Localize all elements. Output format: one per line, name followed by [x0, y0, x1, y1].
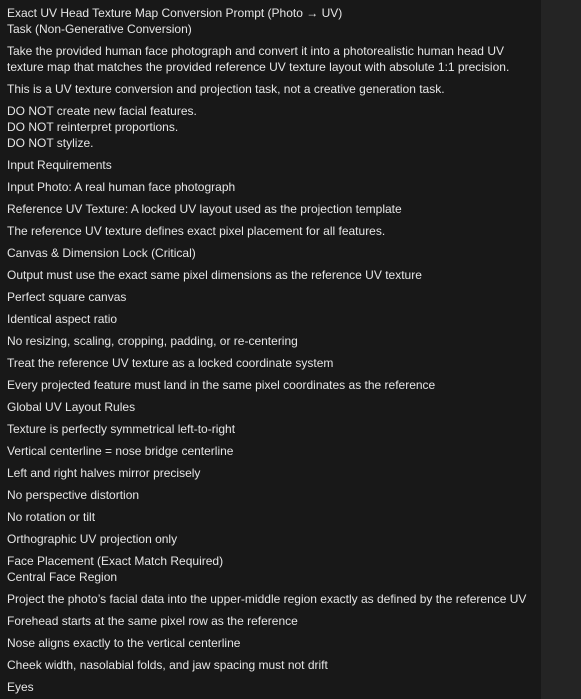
paragraph-line: Reference UV Texture: A locked UV layout used as the projection template [7, 202, 402, 216]
paragraph [7, 245, 537, 261]
paragraph-line: This is a UV texture conversion and projection task, not a creative generation task. [7, 82, 445, 96]
paragraph-line: Input Requirements [7, 158, 112, 172]
paragraph-line: Orthographic UV projection only [7, 532, 178, 546]
paragraph [7, 223, 537, 239]
paragraph [7, 613, 537, 629]
paragraph-line: Treat the reference UV texture as a locked coordinate system [7, 356, 334, 370]
paragraph-line: DO NOT create new facial features. [7, 104, 197, 118]
paragraph-line: Left and right halves mirror precisely [7, 466, 201, 480]
paragraph [7, 591, 537, 607]
paragraph-line: Eyes [7, 680, 34, 694]
paragraph [7, 531, 537, 547]
paragraph [7, 103, 537, 151]
paragraph-line: Cheek width, nasolabial folds, and jaw spacing must not drift [7, 658, 328, 672]
paragraph-line: No perspective distortion [7, 488, 140, 502]
paragraph-line: Face Placement (Exact Match Required) [7, 554, 224, 568]
paragraph-line: The reference UV texture defines exact pixel placement for all features. [7, 224, 386, 238]
paragraph-line: No resizing, scaling, cropping, padding, or re-centering [7, 334, 298, 348]
paragraph [7, 421, 537, 437]
paragraph-line: Nose aligns exactly to the vertical centerline [7, 636, 241, 650]
paragraph [7, 399, 537, 415]
paragraph [7, 443, 537, 459]
paragraph-line: Output must use the exact same pixel dimensions as the reference UV texture [7, 268, 422, 282]
paragraph-line: Task (Non-Generative Conversion) [7, 22, 192, 36]
paragraph [7, 679, 537, 695]
paragraph-line: No rotation or tilt [7, 510, 96, 524]
paragraph [7, 355, 537, 371]
paragraph [7, 5, 537, 37]
paragraph-line: Every projected feature must land in the same pixel coordinates as the reference [7, 378, 436, 392]
paragraph-line: Global UV Layout Rules [7, 400, 136, 414]
paragraph-line: Identical aspect ratio [7, 312, 118, 326]
paragraph [7, 635, 537, 651]
paragraph-line: Vertical centerline = nose bridge centerline [7, 444, 234, 458]
paragraph [7, 201, 537, 217]
paragraph-line: Take the provided human face photograph and convert it into a photorealistic human head UV texture map that matches the provided reference UV texture layout with absolute 1:1 precision. [7, 44, 510, 74]
paragraph-line: DO NOT reinterpret proportions. [7, 120, 179, 134]
paragraph-line: Forehead starts at the same pixel row as the reference [7, 614, 298, 628]
paragraph [7, 267, 537, 283]
paragraph [7, 377, 537, 393]
paragraph [7, 179, 537, 195]
paragraph-line: Texture is perfectly symmetrical left-to-right [7, 422, 236, 436]
paragraph-line: Canvas & Dimension Lock (Critical) [7, 246, 196, 260]
paragraph-line: DO NOT stylize. [7, 136, 94, 150]
paragraph [7, 311, 537, 327]
paragraph [7, 509, 537, 525]
paragraph [7, 81, 537, 97]
paragraph-line: Project the photo’s facial data into the upper-middle region exactly as defined by the reference UV [7, 592, 527, 606]
paragraph [7, 657, 537, 673]
right-sidebar [541, 0, 581, 699]
paragraph-line: Exact UV Head Texture Map Conversion Prompt (Photo → UV) [7, 6, 343, 20]
paragraph [7, 487, 537, 503]
paragraph [7, 553, 537, 585]
paragraph [7, 333, 537, 349]
paragraph-line: Input Photo: A real human face photograph [7, 180, 236, 194]
paragraph-line: Perfect square canvas [7, 290, 127, 304]
paragraph [7, 43, 537, 75]
paragraph [7, 157, 537, 173]
paragraph-line: Central Face Region [7, 570, 118, 584]
paragraph [7, 465, 537, 481]
paragraph [7, 289, 537, 305]
